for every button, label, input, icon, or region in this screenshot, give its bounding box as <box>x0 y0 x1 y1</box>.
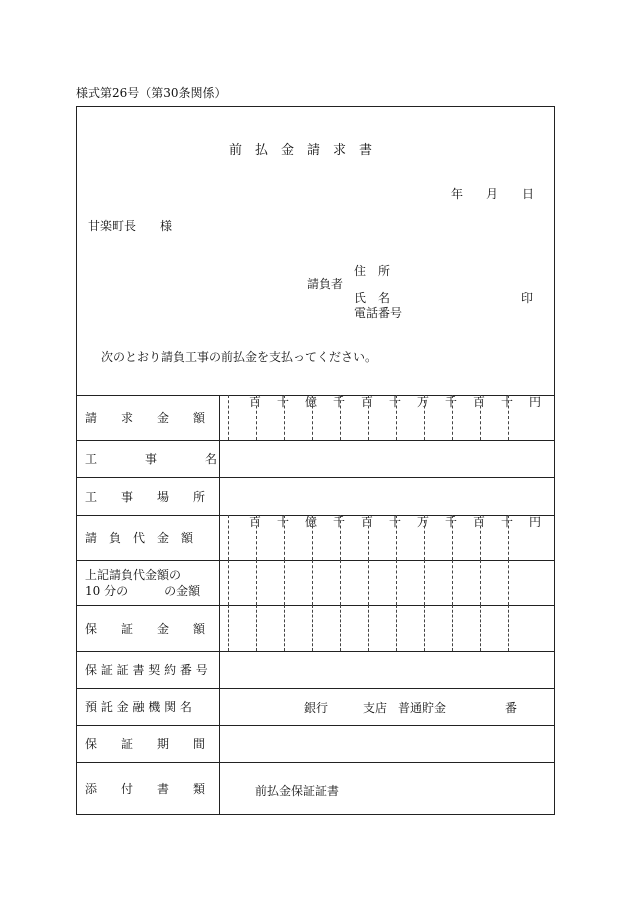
form-box <box>76 106 555 815</box>
digit-unit-label: 円 <box>528 515 541 529</box>
seal-mark: 印 <box>521 291 534 305</box>
request-statement: 次のとおり請負工事の前払金を支払ってください。 <box>101 350 378 364</box>
date-day: 日 <box>522 187 535 201</box>
row-label-work-name: 工 事 名 <box>85 452 218 466</box>
digit-unit-label: 千 <box>444 515 457 529</box>
digit-column-separator <box>284 395 285 440</box>
digit-column-separator <box>480 605 481 651</box>
digit-column-separator <box>256 515 257 560</box>
digit-column-separator <box>396 395 397 440</box>
digit-unit-label: 百 <box>360 395 373 409</box>
contract-amount-digit-grid <box>220 515 555 560</box>
digit-column-separator <box>228 515 229 560</box>
digit-column-separator <box>340 560 341 605</box>
digit-column-separator <box>340 605 341 651</box>
digit-unit-label: 十 <box>500 515 513 529</box>
digit-column-separator <box>340 515 341 560</box>
digit-column-separator <box>396 515 397 560</box>
digit-column-separator <box>256 560 257 605</box>
requester-address-label: 住 所 <box>354 264 391 278</box>
digit-column-separator <box>508 560 509 605</box>
digit-unit-label: 十 <box>500 395 513 409</box>
digit-column-separator <box>312 560 313 605</box>
digit-unit-label: 百 <box>248 515 261 529</box>
form-title: 前 払 金 請 求 書 <box>229 143 373 158</box>
attachment-document: 前払金保証証書 <box>255 784 340 798</box>
digit-column-separator <box>452 515 453 560</box>
digit-column-separator <box>424 605 425 651</box>
digit-column-separator <box>508 515 509 560</box>
digit-column-separator <box>424 560 425 605</box>
row-label-contract-amount: 請 負 代 金 額 <box>85 531 194 545</box>
digit-column-separator <box>424 395 425 440</box>
fraction-amount-digit-grid <box>220 560 555 605</box>
digit-column-separator <box>340 395 341 440</box>
account-number-suffix: 番 <box>505 701 518 715</box>
digit-column-separator <box>480 560 481 605</box>
row-label-work-location: 工 事 場 所 <box>85 489 206 504</box>
row-label-request-amount: 請 求 金 額 <box>85 411 206 425</box>
digit-unit-label: 十 <box>276 515 289 529</box>
digit-unit-label: 千 <box>444 395 457 409</box>
digit-column-separator <box>508 395 509 440</box>
bank-suffix: 銀行 <box>304 701 329 715</box>
digit-column-separator <box>284 515 285 560</box>
digit-column-separator <box>508 605 509 651</box>
digit-column-separator <box>480 515 481 560</box>
request-amount-digit-grid <box>220 395 555 440</box>
row-label-guarantee-period: 保 証 期 間 <box>85 737 206 751</box>
digit-column-separator <box>228 560 229 605</box>
requester-phone-label: 電話番号 <box>354 306 403 320</box>
digit-column-separator <box>228 605 229 651</box>
digit-column-separator <box>284 560 285 605</box>
digit-column-separator <box>424 515 425 560</box>
addressee: 甘楽町長 様 <box>88 219 173 233</box>
digit-column-separator <box>312 605 313 651</box>
digit-column-separator <box>368 395 369 440</box>
account-type: 普通貯金 <box>398 701 447 715</box>
digit-unit-label: 億 <box>304 515 317 529</box>
row-label-guarantee-contract-number: 保 証 証 書 契 約 番 号 <box>85 663 208 677</box>
digit-column-separator <box>452 605 453 651</box>
guarantee-amount-digit-grid <box>220 605 555 651</box>
digit-column-separator <box>368 605 369 651</box>
digit-column-separator <box>312 395 313 440</box>
digit-column-separator <box>228 395 229 440</box>
row-label-deposit-bank: 預 託 金 融 機 関 名 <box>85 700 192 714</box>
digit-column-separator <box>452 560 453 605</box>
digit-unit-label: 百 <box>248 395 261 409</box>
row-label-fraction-amount: 上記請負代金額の 10 分の の金額 <box>85 567 201 598</box>
date-year: 年 <box>451 187 464 201</box>
digit-column-separator <box>452 395 453 440</box>
digit-column-separator <box>480 395 481 440</box>
requester-label: 請負者 <box>307 277 344 291</box>
row-label-attachments: 添 付 書 類 <box>85 782 206 796</box>
row-label-guarantee-amount: 保 証 金 額 <box>85 621 206 636</box>
branch-suffix: 支店 <box>363 701 388 715</box>
digit-column-separator <box>256 605 257 651</box>
digit-column-separator <box>312 515 313 560</box>
date-month: 月 <box>486 187 499 201</box>
digit-unit-label: 十 <box>276 395 289 409</box>
digit-unit-label: 十 <box>388 395 401 409</box>
digit-unit-label: 円 <box>528 395 541 409</box>
digit-unit-label: 十 <box>388 515 401 529</box>
digit-column-separator <box>396 560 397 605</box>
digit-column-separator <box>284 605 285 651</box>
digit-column-separator <box>368 560 369 605</box>
digit-unit-label: 万 <box>416 515 429 529</box>
digit-unit-label: 万 <box>416 395 429 409</box>
digit-unit-label: 千 <box>332 515 345 529</box>
requester-name-label: 氏 名 <box>354 291 391 305</box>
digit-unit-label: 百 <box>360 515 373 529</box>
digit-column-separator <box>256 395 257 440</box>
digit-unit-label: 千 <box>332 395 345 409</box>
digit-column-separator <box>396 605 397 651</box>
digit-unit-label: 億 <box>304 395 317 409</box>
digit-unit-label: 百 <box>472 395 485 409</box>
digit-unit-label: 百 <box>472 515 485 529</box>
digit-column-separator <box>368 515 369 560</box>
form-number-label: 様式第26号（第30条関係） <box>76 86 227 100</box>
